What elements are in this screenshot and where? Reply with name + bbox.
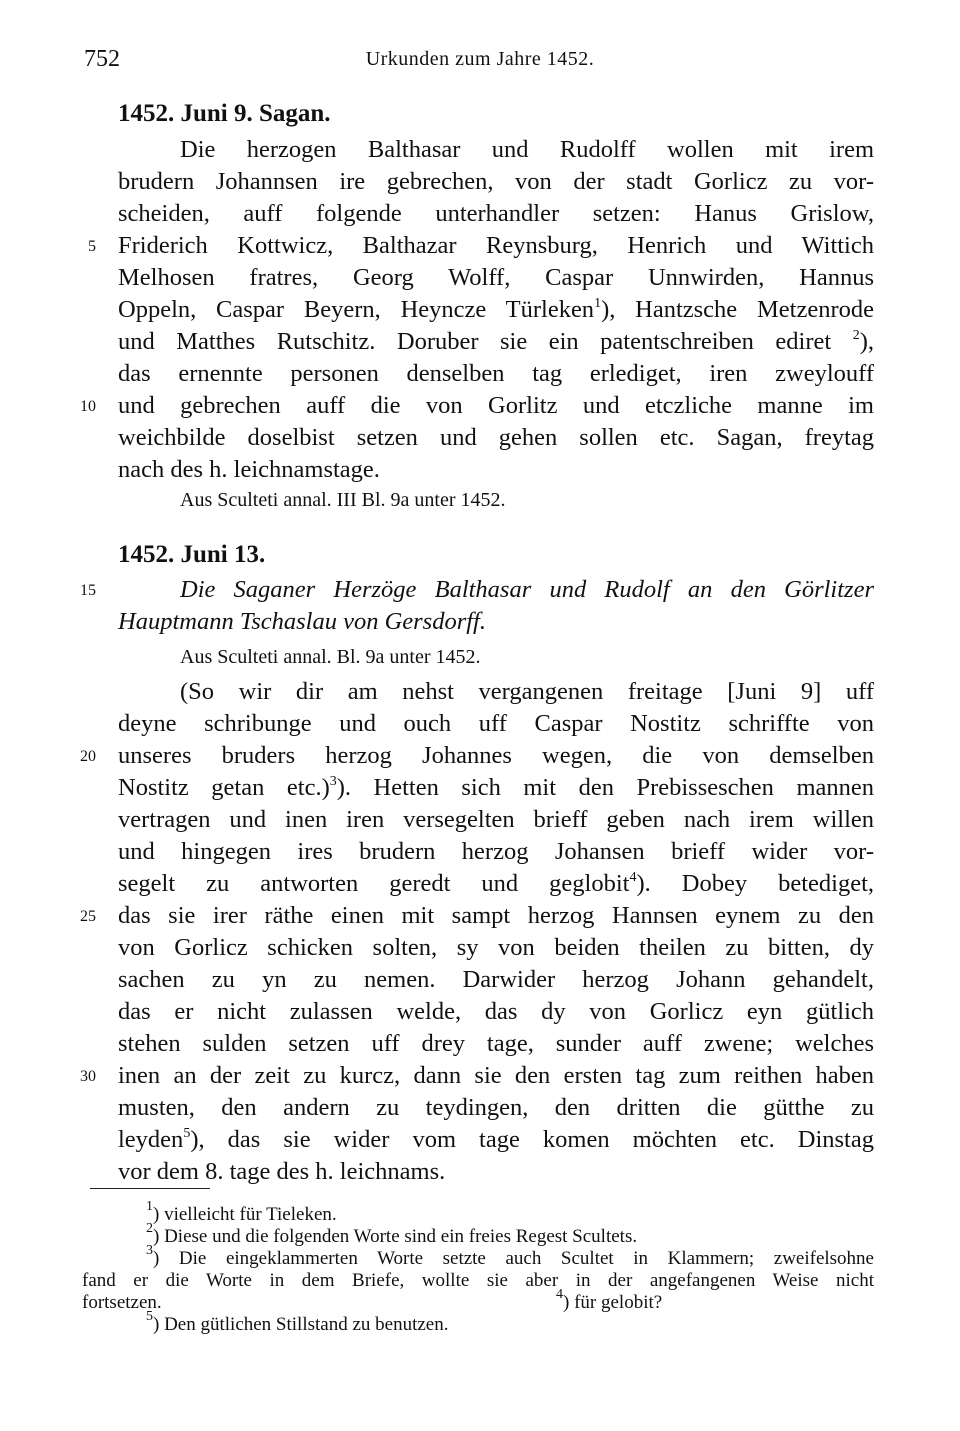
doc2-line: musten, den andern zu teydingen, den dritten die gütthe zu bbox=[118, 1094, 874, 1121]
line-number: 15 bbox=[80, 582, 96, 599]
footnote-2 bbox=[146, 1221, 638, 1248]
doc2-title-line: Die Saganer Herzöge Balthasar und Rudolf an den Görlitzer bbox=[180, 576, 874, 603]
doc2-text: ). Hetten sich mit den Prebisseschen mannen bbox=[336, 774, 874, 801]
doc2-line: und hingegen ires brudern herzog Johansen brieff wider vor- bbox=[118, 838, 874, 865]
doc2-text: ), das sie wider vom tage komen möchten etc. Dinstag bbox=[190, 1126, 874, 1153]
footnote-mark: 5 bbox=[146, 1309, 153, 1324]
doc2-line bbox=[118, 772, 874, 804]
doc2-line bbox=[118, 868, 874, 900]
doc1-line: Friderich Kottwicz, Balthazar Reynsburg, Henrich und Wittich bbox=[118, 232, 874, 259]
footnote-text: ) vielleicht für Tieleken. bbox=[153, 1204, 337, 1225]
line-number: 5 bbox=[88, 238, 96, 255]
footnote-text: ) für gelobit? bbox=[563, 1292, 663, 1313]
footnote-ref: 3 bbox=[329, 774, 337, 789]
running-header bbox=[0, 46, 960, 80]
footnote-ref: 1 bbox=[594, 296, 602, 311]
doc2-heading: 1452. Juni 13. bbox=[118, 541, 266, 568]
doc1-line: das ernennte personen denselben tag erlediget, iren zweylouff bbox=[118, 360, 874, 387]
doc1-line: brudern Johannsen ire gebrechen, von der stadt Gorlicz zu vor- bbox=[118, 168, 874, 195]
doc1-text: und Matthes Rutschitz. Doruber sie ein patentschreiben ediret bbox=[118, 328, 832, 355]
footnote-3-end: fortsetzen. bbox=[82, 1292, 162, 1313]
doc1-line: Melhosen fratres, Georg Wolff, Caspar Unnwirden, Hannus bbox=[118, 264, 874, 291]
doc2-text: segelt zu antworten geredt und geglobit bbox=[118, 870, 630, 897]
footnote-mark: 2 bbox=[146, 1221, 153, 1236]
doc2-text: leyden bbox=[118, 1126, 184, 1153]
footnote-mark: 4 bbox=[556, 1287, 563, 1302]
doc1-text: Oppeln, Caspar Beyern, Heyncze Türleken bbox=[118, 296, 595, 323]
line-number: 30 bbox=[80, 1068, 96, 1085]
doc1-line bbox=[118, 326, 874, 358]
doc2-text: ). Dobey betediget, bbox=[636, 870, 874, 897]
doc1-line: scheiden, auff folgende unterhandler setzen: Hanus Grislow, bbox=[118, 200, 874, 227]
footnote-1 bbox=[146, 1199, 337, 1226]
doc2-line bbox=[118, 1124, 874, 1156]
doc2-line: unseres bruders herzog Johannes wegen, die von demselben bbox=[118, 742, 874, 769]
footnote-mark: 3 bbox=[146, 1243, 153, 1258]
line-number: 25 bbox=[80, 908, 96, 925]
doc2-source: Aus Sculteti annal. Bl. 9a unter 1452. bbox=[180, 646, 481, 668]
footnote-ref: 5 bbox=[183, 1126, 191, 1141]
doc2-line: (So wir dir am nehst vergangenen freitage [Juni 9] uff bbox=[180, 678, 874, 705]
page-number: 752 bbox=[84, 46, 120, 72]
running-title: Urkunden zum Jahre 1452. bbox=[365, 48, 595, 70]
doc2-line: sachen zu yn zu nemen. Darwider herzog Johann gehandelt, bbox=[118, 966, 874, 993]
doc2-line: inen an der zeit zu kurcz, dann sie den ersten tag zum reithen haben bbox=[118, 1062, 874, 1089]
footnote-ref: 2 bbox=[852, 328, 860, 343]
footnote-text: ) Den gütlichen Stillstand zu benutzen. bbox=[153, 1314, 449, 1335]
doc2-title-line: Hauptmann Tschaslau von Gersdorff. bbox=[118, 608, 486, 635]
footnote-4 bbox=[556, 1287, 663, 1314]
doc1-line: weichbilde doselbist setzen und gehen sollen etc. Sagan, freytag bbox=[118, 424, 874, 451]
doc2-line: das er nicht zulassen welde, das dy von Gorlicz eyn gütlich bbox=[118, 998, 874, 1025]
doc1-heading: 1452. Juni 9. Sagan. bbox=[118, 100, 331, 127]
doc1-text: ), Hantzsche Metzenrode bbox=[601, 296, 874, 323]
doc1-line bbox=[118, 294, 874, 326]
footnote-text: ) Diese und die folgenden Worte sind ein freies Regest Scultets. bbox=[153, 1226, 638, 1247]
footnote-3 bbox=[146, 1243, 874, 1270]
footnote-text: ) Die eingeklammerten Worte setzte auch Scultet in Klammern; zweifelsohne bbox=[153, 1248, 874, 1269]
doc1-text: ), bbox=[859, 328, 875, 355]
doc1-line: nach des h. leichnamstage. bbox=[118, 456, 380, 483]
line-number: 20 bbox=[80, 748, 96, 765]
doc2-line: vertragen und inen iren versegelten brieff geben nach irem willen bbox=[118, 806, 874, 833]
line-number: 10 bbox=[80, 398, 96, 415]
doc2-line: vor dem 8. tage des h. leichnams. bbox=[118, 1158, 446, 1185]
footnote-3-continued: fand er die Worte in dem Briefe, wollte sie aber in der angefangenen Weise nicht bbox=[82, 1270, 874, 1291]
doc2-line: stehen sulden setzen uff drey tage, sunder auff zwene; welches bbox=[118, 1030, 874, 1057]
doc2-line: von Gorlicz schicken solten, sy von beiden theilen zu bitten, dy bbox=[118, 934, 874, 961]
doc1-source: Aus Sculteti annal. III Bl. 9a unter 1452. bbox=[180, 489, 506, 511]
footnote-ref: 4 bbox=[629, 870, 637, 885]
doc2-text: Nostitz getan etc.) bbox=[118, 774, 330, 801]
footnote-mark: 1 bbox=[146, 1199, 153, 1214]
footnote-5 bbox=[146, 1309, 449, 1336]
footnote-rule bbox=[90, 1188, 210, 1189]
doc2-line: deyne schribunge und ouch uff Caspar Nostitz schriffte von bbox=[118, 710, 874, 737]
doc2-line: das sie irer räthe einen mit sampt herzog Hannsen eynem zu den bbox=[118, 902, 874, 929]
doc1-line: und gebrechen auff die von Gorlitz und etczliche manne im bbox=[118, 392, 874, 419]
doc1-line: Die herzogen Balthasar und Rudolff wollen mit irem bbox=[180, 136, 874, 163]
